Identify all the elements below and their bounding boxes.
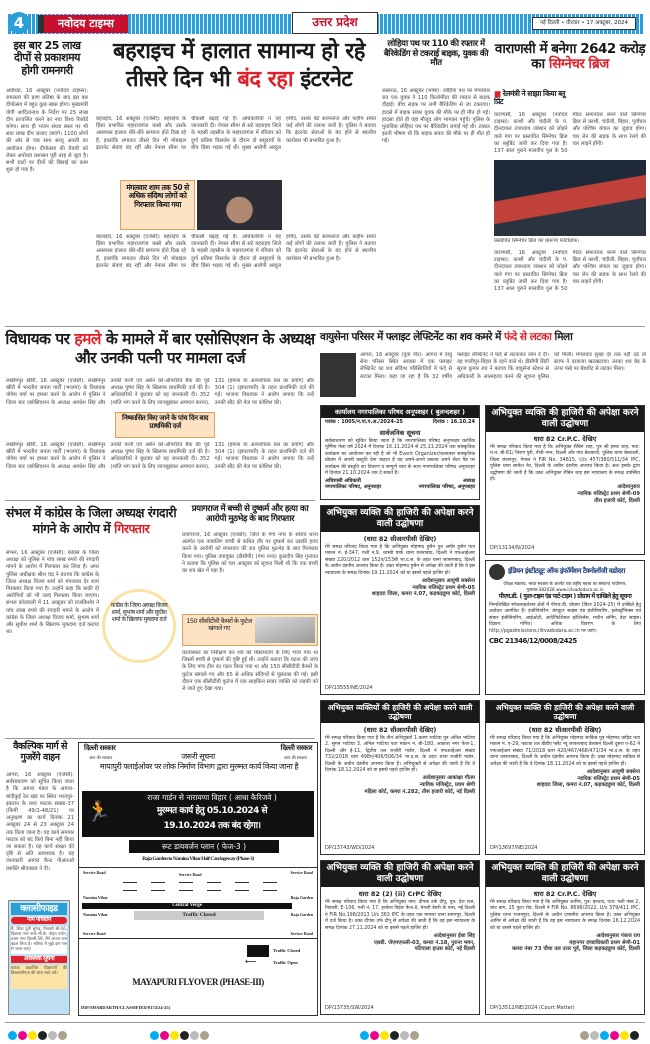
service-road-label: Service Road [290, 931, 313, 936]
proclamation-notice [485, 700, 645, 855]
cctv-box [182, 614, 318, 646]
name-change-text: मैं, शिवा पुत्री सुरेन्द्र, निवासी सी-16, विकास नगर पार्क सी.के. मोहन गार्डन, उत्तम नगर दिल्ली-59, मैंने अपना नाम बदल लिया है। भविष्य में मुझे इस नाम से जाना जाए। [11, 926, 67, 954]
notice-sign: आदेशानुसार आकांक्षा गौतम [422, 775, 475, 782]
municipal-notice-title: कार्यालय नगरपालिका परिषद अनूपशहर ( बुलन्दशहर ) [321, 406, 479, 418]
notice-court: कमरा नंबर 73 चौथा तल उत्तर पूर्व, जिला कड़कड़डूमा कोर्ट, दिल्ली [512, 946, 640, 953]
banner-line1: राजा गार्डन से नारायणा विहार ( आधा कैरिजवे ) [147, 793, 277, 802]
raja-label: Raja Garden [290, 895, 313, 900]
ram-body: अयोध्या, 16 अक्टूबर (नवोदय टाइम्स): रामलला की प्राण प्रतिष्ठा के बाद इस बार दीपोत्सव में बहुत कुछ खास होगा। मुख्यमंत्री योगी आदित्यनाथ के निर्देश पर 25 लाख दीप प्रज्वलित करने का नया विश्व रिकॉर्ड बनेगा। साथ ही भजन संध्या स्थल पर भी सवा लाख दीप जलाए जाएंगे। 1100 लोगों की ओर से एक साथ सरयू आरती का आयोजन होगा। दीपोत्सव की तैयारी को लेकर अयोध्या प्रशासन पूरी तरह से जुटा है। सभी घाटों पर दीयों की बिछाई का काम शुरू हो गया है। [6, 88, 88, 174]
proclamation-notice [485, 405, 645, 555]
ram-headline: इस बार 25 लाख दीपों से प्रकाशमय होगी रामनगरी [13, 39, 81, 77]
page-number: 4 [8, 12, 30, 34]
notice-judge: न्यायिक मजिस्ट्रेट प्रथम श्रेणी-05 [412, 584, 475, 591]
proclamation-notice [485, 860, 645, 1015]
mla-quote-box: निष्कासित किए जाने के पांच दिन बाद प्राथमिकी दर्ज [115, 412, 215, 438]
sambhal-callout: कांग्रेस के जिला अध्यक्ष विजय शर्मा, सुभाष शर्मा और सुधीश शर्मा के खिलाफ मुकदमा दर्ज [105, 592, 173, 660]
notice-ref: DP/13697/NE/2024 [490, 845, 538, 851]
important-notice-label: आवश्यक सूचना [11, 956, 67, 963]
sambhal-body: संभल, 16 अक्टूबर (एजेंसी): कांग्रेस के जिला अध्यक्ष को पुलिस ने पांच लाख रुपये की रंगदारी मांगने के आरोप में गिरफ्तार कर लिया है। अपर पुलिस अधीक्षक श्रीश चंद्र ने बताया कि कांग्रेस के जिला अध्यक्ष विजय शर्मा को मंगलवार देर शाम गिरफ्तार किया गया है। उन्होंने कहा कि बाकी दो आरोपियों को भी जल्द गिरफ्तार किया जाएगा। संभल कोतवाली में 11 अक्टूबर को राजकिशोर ने पांच लाख रुपये की रंगदारी मांगने के आरोप में कांग्रेस के जिला अध्यक्ष विजय शर्मा, सुभाष शर्मा और सुधीश शर्मा के खिलाफ मुकदमा दर्ज कराया था। [6, 550, 99, 636]
notice-court: शाहदरा जिला, कमरा नं.07, कड़कड़डूमा कोर्ट, दिल्ली [371, 591, 475, 598]
banner-line2: मुरम्मत कार्य हेतु 05.10.2024 से [156, 806, 268, 816]
lohia-headline: लोहिया पथ पर 110 की रफ्तार में बैरिकेडिंग से टकराई बाइक, युवक की मौत [383, 39, 489, 69]
municipal-sign2: अध्यक्ष [462, 478, 475, 485]
varanasi-headline-highlight: सिग्नेचर ब्रिज [548, 56, 609, 73]
important-notice-text: पाठक प्रकाशित विज्ञापनों की विश्वसनीयता की जांच स्वयं करें। [11, 965, 67, 989]
cctv-camera-photo [255, 617, 315, 643]
notice-section: (धारा 82 सीआरपीसी देखिए) [528, 726, 602, 734]
delhi-runner-icon: 🏃 [86, 799, 111, 823]
route-diagram [79, 867, 317, 939]
varanasi-body-continued: वाराणसी, 16 अक्टूबर (नवोदय टाइम्स): काशी और चंदौली के पं. दीनदयाल उपाध्याय जंक्शन को जोड़ने वाले गंगा पर प्रस्तावित सिग्नेचर ब्रिज का ब्लूप्रिंट जारी कर दिया गया है। 137 साल पुराने मालवीय पुल के 50 मीटर समानांतर बनने वाले सिग्नेचर ब्रिज से काशी, चंदौली, बिहार, पूर्वांचल और पश्चिम बंगाल का जुड़ाव होगा। चार लेन की सड़क के साथ रेलवे की चार लाइनें होंगी। [494, 250, 646, 293]
notice-court: शाहदरा जिला, कमरा नं.07, कड़कड़डूमा कोर्ट, दिल्ली [536, 782, 640, 789]
main-quote-box: मंगलवार शाम तक 50 से अधिक संदिग्ध लोगों को गिरफ्तार किया गया [120, 180, 195, 230]
varanasi-subhead: ■ रेलमंत्री ने साझा किया ब्लू प्रिंट [494, 89, 565, 107]
raja-label: Raja Garden [290, 912, 313, 917]
service-road-label: Service Road [179, 872, 202, 877]
main-headline-part3: इंटरनेट [300, 67, 352, 92]
iiit-code: CBC 21346/12/0008/2425 [489, 636, 577, 645]
delhi-ad-footer: MAYAPURI FLYOVER (PHASE-III) [132, 977, 264, 987]
delhi-gov-left: दिल्ली सरकार [84, 744, 116, 752]
sambhal-article [6, 550, 176, 698]
notice-title: अभियुक्त व्यक्ति की हाजिरी की अपेक्षा करने वाली उद्घोषणा [486, 861, 644, 887]
main-body: बहराइच, 16 अक्टूबर (एजेंसी): बहराइच के हिंसा प्रभावित महाराजगंज कस्बे और उसके आसपास हालात धीरे-धीरे सामान्य होते दिख रहे हैं, हालांकि लगातार तीसरे दिन भी मोबाइल इंटरनेट सेवाएं बंद रहीं और नेपाल सीमा पर चौकसी बढ़ाई गई है। अधिकारियों ने यह जानकारी दी। नेपाल सीमा से सटे बहराइच जिले के महसी तहसील के महाराजगंज में रविवार को दुर्गा प्रतिमा विसर्जन के दौरान दो समुदायों के बीच हिंसा भड़क गई थी। मुख्य आरोपी अब्दुल हमीद, उसके बेटे सरफराज और फहीम समेत कई लोगों की तलाश जारी है। पुलिस ने बताया कि इंटरनेट सेवाओं के बंद होने से स्थानीय कारोबार भी प्रभावित हुआ है। [96, 116, 376, 151]
mla-headline-highlight: हमले [74, 330, 101, 348]
municipal-sign1: अधिशासी अधिकारी [325, 478, 361, 485]
service-road-label: Service Road [83, 870, 106, 875]
notice-section: धारा 82 Cr.P.C. देखिए [533, 890, 597, 898]
iiit-vadodara-ad [485, 560, 645, 695]
delhi-ad-ref: DIP/SHABDARTH/CLASSIFIED/0174/24-25) [81, 1005, 171, 1010]
notice-sign: आदेशानुसार ईशा सिंह [433, 933, 475, 940]
notice-body: मेरे समक्ष परिवाद किया गया है कि अभियुक्त मोहम्मद हुसैन पुत्र अमीर हुसैन पता मकान नं. ई-347, गली नं.9, शास्त्री पार्क थाना वजराबाद, दिल्ली ने एफआईआर संख्या 220/2012 धारा 152ए/153बी भा.द.स. के तहत थाना जाफराबाद, दिल्ली के अधीन दंडनीय अपराध किया है। उक्त मोहम्मद हुसैन से अपेक्षा की जाती है कि वे इस न्यायालय के समक्ष दिनांक 19.11.2024 को या इससे पहले हाजिर हों। [325, 545, 475, 576]
airforce-body: आगरा, 16 अक्टूबर (युवा नीर): आगरा में वायु सेना परिसर स्थित आवास में एक फ्लाइट लेफ्टिनेंट का शव संदिग्ध परिस्थितियों में फंदे से लटका मिला। कहा जा रहा है कि 32 वर्षीय फ्लाइट लेफ्टिनेंट ने फंदे से लटककर जान दे दी। वह गाजीपुर-बिहार के रहने वाले थे। डीसीपी सिटी सूरज कुमार राय ने बताया कि वायुसेना स्टेशन से अधिकारी के आत्महत्या करने की सूचना पुलिस को मिली। मंगलवार सुबह देर तक नहीं उठे तो स्टाफ ने दरवाजा खटखटाया। उनका शव बेड के ऊपर पंखे पर बेडशीट से लटका मिला। [360, 352, 646, 380]
route-body: आगरा, 16 अक्टूबर (एजेंसी): सर्वसाधारण को सूचित किया जाता है कि आगरा मंडल के आगरा-बांदीकुई रेल खंड पर स्थित भरतपुर-इकरान के मध्य फाटक संख्या-37 (किमी 49/1-48/21) पर अनुरक्षण का कार्य दिनांक 21 अक्टूबर 24 से 23 अक्टूबर 24 तक किया जाना है। यह कार्य समपार फाटक को बंद किये बिना नहीं किया जा सकता है। यह कार्य संरक्षा की दृष्टि से अति आवश्यक है। यह जानकारी आगरा कैन्ट पीआरओ प्रशस्ति श्रीवास्तव ने दी। [6, 772, 74, 872]
proclamation-notice [320, 505, 480, 695]
handcuffs-photo [197, 180, 282, 230]
notice-judge: न्यायिक मजिस्ट्रेट, प्रथम श्रेणी [419, 782, 475, 789]
main-headline-part2: तीसरे दिन भी [125, 67, 231, 92]
notice-body: मेरे समक्ष परिवाद किया गया है कि तीन अभियुक्तों 1.करण भाटिया पुत्र अनिल भाटिया 2. सुमन भाटिया 3. अनिल भाटिया पता मकान नं. बी-180, आकाश नगर फेज-1, दिल्ली और ई-11, द्वितीय तल राजौरी गार्डन, दिल्ली ने एफआईआर संख्या 732/2018 धारा 498ए/406/506/34 भा.द.स. के तहत थाना राजौरी गार्डन, दिल्ली के अधीन दंडनीय अपराध किया है। अभियुक्तों से अपेक्षा की जाती है कि वे दिनांक 18.12.2024 को या इससे पहले हाजिर हों। [325, 736, 475, 774]
municipal-patrank: पत्रांक : 1005/न.पा.प.अ./2024-25 [325, 419, 403, 425]
delhi-ad-banner [82, 791, 314, 837]
delhi-govt-ad [78, 742, 318, 1016]
notice-section: (धारा 82 सीआरपीसी देखिए) [363, 726, 437, 734]
notice-judge: न्यायिक मजिस्ट्रेट प्रथम श्रेणी-09 [577, 491, 640, 498]
main-headline-line1: बहराइच में हालात सामान्य हो रहे [113, 39, 365, 64]
iiit-body: निम्नलिखित स्पेशलाइजेशन क्षेत्रों में पीएच.डी. प्रोग्राम (विंटर 2024-25) में दाखिले हेतु आवेदन आमंत्रित हैं। इंजीनियरिंग: कंप्यूटर साइंस एंड इंजीनियरिंग, इलेक्ट्रॉनिक्स एवं संचार इंजीनियरिंग, आईओटी, आर्टिफिशियल इंटेलिजेंस, मशीन लर्निंग, डेटा साइंस। विज्ञान: गणित। अधिक विवरण के लिए http://pgadmissions.iiitvadodara.ac.in पर जाएं। [489, 602, 641, 634]
mla-body: लखीमपुर खीरी, 16 अक्टूबर (एजेंसी): लखीमपुर खीरी में भारतीय जनता पार्टी (भाजपा) के विधायक योगेश वर्मा पर हमला करने के आरोप में पुलिस ने जिला बार एसोसिएशन के अध्यक्ष अवधेश सिंह और उनकी पत्नी एवं अर्बन को-ऑपरेटिव बैंक की पूर्व अध्यक्ष पुष्पा सिंह के खिलाफ प्राथमिकी दर्ज की है। अधिकारियों ने बुधवार को यह जानकारी दी। 352 (शांति भंग करने के लिए जानबूझकर अपमान करना), 131 (हमला या आपराधिक बल का प्रयोग) और 304 (1) (झपटमारी) के तहत प्राथमिकी दर्ज की गई। भाजपा विधायक ने आरोप लगाया कि उन्हें उनकी सीट की पेज पर कोशिश की। [6, 378, 314, 406]
notice-ref: DP/13134/N/2024 [490, 545, 535, 551]
central-verge: Central Verge [82, 903, 292, 909]
banner-line3: 19.10.2024 तक बंद रहेगा। [163, 821, 261, 831]
notice-title: अभियुक्त व्यक्ति की हाजिरी की अपेक्षा करने वाली उद्घोषणा [486, 701, 644, 723]
legend-closed-label: Traffic Closed [273, 948, 301, 953]
masthead-logo: नवोदय टाइम्स [38, 15, 128, 33]
route-plan-en: Raja Garden to Naraina Vihar Half Carriageway (Phase-3) [142, 856, 254, 862]
notice-body: मेरे समक्ष परिवाद किया गया है कि अभियुक्त मोहम्मद साकिब पुत्र मोहम्मद वाहिद पता मकान नं. ए-29, फाटक तल डीडीए फ्लैट न्यू जाफराबाद वेलकम दिल्ली दूसरा ए-62 ने एफआईआर संख्या 71/2018 धारा 420/467/468/471/34 भा.द.स. के तहत थाना जाफराबाद, दिल्ली के अधीन दंडनीय अपराध किया है। उक्त मोहम्मद साकिब से अपेक्षा की जाती है कि वे दिनांक 18.11.2024 को या इससे पहले हाजिर हों। [490, 736, 640, 767]
varanasi-headline-text: वाराणसी में बनेगा 2642 करोड़ का [494, 41, 646, 73]
notice-ref: DP/13512/NE/2024 (Court Matter) [490, 1005, 575, 1011]
traffic-closed-lane: Traffic Closed [134, 911, 264, 920]
proclamation-notice [320, 860, 480, 1015]
notice-sign: आदेशानुसार आयुषी सक्सेना [586, 769, 640, 776]
iiit-logo-icon [489, 564, 505, 580]
service-road-label: Service Road [83, 931, 106, 936]
sambhal-headline-text: संभल में कांग्रेस के जिला अध्यक्ष रंगदारी मांगने के आरोप में [5, 505, 177, 536]
delhi-ad-title: जरूरी सूचना [181, 752, 215, 761]
section-label: उत्तर प्रदेश [292, 12, 378, 34]
main-headline-highlight: बंद रहा [237, 67, 294, 92]
delhi-gov-right: दिल्ली सरकार [280, 744, 312, 752]
notice-judge: एलडी. जेएमएफसी-03, कमरा नं.18, पुराना भवन, [374, 939, 475, 946]
iiit-sub: (शिक्षा मंत्रालय, भारत सरकार के अंतर्गत एक राष्ट्रीय महत्त्व का संस्थान) गांधीनगर, गुजरात-382028 www.iiitvadodara.ac.in [503, 581, 627, 592]
lohia-body: लखनऊ, 16 अक्टूबर (भाषा): लोहिया पथ पर मंगलवार रात एक युवक ने 110 किलोमीटर की रफ्तार से बाइक दौड़ाई। बीच सड़क पर लगी बैरिकेडिंग से जा टकराया। हादसे में बाइक सवार युवक की मौके पर ही मौत हो गई। हादसा होते ही वहां मौजूद लोग भागकर पहुंचे। पुलिस के मुताबिक लोहिया पथ पर बैरिकेडिंग लगाई गई थी। टक्कर इतनी भीषण थी कि बाइक सवार की मौके पर ही मौत हो गई। [382, 88, 490, 145]
mla-headline [5, 330, 315, 368]
airforce-headline [320, 332, 646, 344]
notice-body: मेरे समक्ष परिवाद किया गया है कि अभियुक्त रौबिन शाह, पुत्र श्री हरक शाह, पता: म.नं. बी-81/ विराग पुरी, नीती नगर, दिल्ली और गांव बेलवाली, पुलिस थाना बेलवाली, जिला कंचनपुर, नेपाल ने FIR No. 34815, U/s 457/380/511/34 IPC, पुलिस थाना साकेत नेट, दिल्ली के अधीन दंडनीय अपराध किया है। अतः इसके द्वारा उद्घोषणा की जाती है कि उक्त अभियुक्त रौबिन शाह इस न्यायालय के समक्ष उपस्थित हो। [490, 445, 640, 483]
proclamation-notice [320, 700, 480, 855]
municipal-heading: सार्वजनिक सूचना [379, 429, 421, 437]
notice-court: तीस हजारी कोर्ट, दिल्ली [594, 497, 640, 504]
municipal-sign1b: नगरपालिका परिषद, अनूपशहर [325, 484, 382, 491]
color-registration-marks [580, 1025, 640, 1044]
notice-section: धारा 82 (2) (ii) CrPC देखिए [358, 890, 442, 898]
service-road-label: Service Road [290, 870, 313, 875]
airforce-headline-part2: मिला [554, 331, 573, 343]
mla-headline-part1: विधायक पर [5, 330, 70, 348]
municipal-date: दिनांक : 16.10.24 [432, 419, 475, 425]
varanasi-headline [494, 42, 646, 72]
noose-photo [320, 353, 356, 397]
notice-ref: DP/13735/SW/2024 [325, 1005, 374, 1011]
notice-section: धारा 82 Cr.P.C. देखिए [533, 435, 597, 443]
main-body-continued: बहराइच, 16 अक्टूबर (एजेंसी): बहराइच के हिंसा प्रभावित महाराजगंज कस्बे और उसके आसपास हालात धीरे-धीरे सामान्य होते दिख रहे हैं, हालांकि लगातार तीसरे दिन भी मोबाइल इंटरनेट सेवाएं बंद रहीं और नेपाल सीमा पर चौकसी बढ़ाई गई है। अधिकारियों ने यह जानकारी दी। नेपाल सीमा से सटे बहराइच जिले के महसी तहसील के महाराजगंज में रविवार को दुर्गा प्रतिमा विसर्जन के दौरान दो समुदायों के बीच हिंसा भड़क गई थी। मुख्य आरोपी अब्दुल हमीद, उसके बेटे सरफराज और फहीम समेत कई लोगों की तलाश जारी है। पुलिस ने बताया कि इंटरनेट सेवाओं के बंद होने से स्थानीय कारोबार भी प्रभावित हुआ है। [96, 234, 376, 269]
iiit-title: इंडियन इंस्टीट्यूट ऑफ इंफॉर्मेशन टैक्नोलॉजी वडोदरा [508, 567, 625, 576]
delhi-tagline-left: आप की सरकार [89, 755, 113, 760]
municipal-notice [320, 405, 480, 500]
notice-body: मेरे समक्ष परिवाद किया गया है कि अभियुक्त आमिर, पुत्र: इरशाद, पता: गली नंबर 2, चांद बाग, 25 फुटा रोड, दिल्ली ने FIR No. 8696/2022, U/s 379/411 IPC, पुलिस थाना भजनपुरा, दिल्ली के अधीन दण्डनीय अपराध किया है। उक्त अभियुक्त आमिर से अपेक्षा की जाती है कि वह इस न्यायालय के समक्ष दिनांक 16.12.2024 को या उससे पहले हाजिर हो। [490, 900, 640, 931]
notice-title: अभियुक्त व्यक्ति की हाजिरी की अपेक्षा करने वाली उद्घोषणा [321, 506, 479, 532]
prayagraj-headline: प्रयागराज में बच्ची से दुष्कर्म और हत्या का आरोपी मुठभेड़ के बाद गिरफ्तार [191, 504, 309, 524]
delhi-ad-line1: मायापुरी फ्लाईओवर पर लोक निर्माण विभाग द्वारा मुरम्मत कार्य किया जाना है [99, 762, 299, 771]
sambhal-headline-highlight: गिरफ्तार [114, 521, 150, 536]
color-registration-marks [360, 1025, 420, 1044]
notice-title: अभियुक्त व्यक्ति की हाजिरी की अपेक्षा करने वाली उद्घोषणा [321, 861, 479, 887]
varanasi-body: वाराणसी, 16 अक्टूबर (नवोदय टाइम्स): काशी और चंदौली के पं. दीनदयाल उपाध्याय जंक्शन को जोड़ने वाले गंगा पर प्रस्तावित सिग्नेचर ब्रिज का ब्लूप्रिंट जारी कर दिया गया है। 137 साल पुराने मालवीय पुल के 50 मीटर समानांतर बनने वाले सिग्नेचर ब्रिज से काशी, चंदौली, बिहार, पूर्वांचल और पश्चिम बंगाल का जुड़ाव होगा। चार लेन की सड़क के साथ रेलवे की चार लाइनें होंगी। [494, 112, 646, 155]
notice-title: अभियुक्त व्यक्तियों की हाजिरी की अपेक्षा करने वाली उद्घोषणा [321, 701, 479, 723]
notice-court: महिला कोर्ट, कमरा नं.282, तीस हजारी कोर्ट, नई दिल्ली [364, 788, 475, 795]
iiit-heading: पीएच.डी. ( फुल-टाइम एंड पार्ट-टाइम ) प्रोग्राम में दाखिले हेतु सूचना [498, 593, 632, 600]
legend-open-arrow-icon: ⟵ [245, 957, 257, 966]
varanasi-subhead-text: रेलमंत्री ने साझा किया ब्लू प्रिंट [494, 89, 565, 107]
signature-bridge-photo [494, 160, 646, 236]
cctv-text: 150 सीसीटीवी कैमरों के फुटेज खंगाले गए [186, 617, 252, 633]
notice-sign: आदेशानुसार [617, 484, 640, 491]
route-headline: वैकल्पिक मार्ग से गुजरेंगे वाहन [13, 741, 67, 763]
notice-sign: आदेशानुसार आयुषी सक्सेना [421, 578, 475, 585]
dateline: नई दिल्ली • वीरवार • 17 अक्टूबर, 2024 [532, 17, 636, 30]
classified-title: क्लासीफाइड [11, 903, 67, 915]
notice-sign: आदेशानुसार पंकज राय [596, 933, 640, 940]
notice-judge: महानगर दण्डाधिकारी प्रथम श्रेणी-01 [569, 939, 640, 946]
mla-body-continued: लखीमपुर खीरी, 16 अक्टूबर (एजेंसी): लखीमपुर खीरी में भारतीय जनता पार्टी (भाजपा) के विधायक योगेश वर्मा पर हमला करने के आरोप में पुलिस ने जिला बार एसोसिएशन के अध्यक्ष अवधेश सिंह और उनकी पत्नी एवं अर्बन को-ऑपरेटिव बैंक की पूर्व अध्यक्ष पुष्पा सिंह के खिलाफ प्राथमिकी दर्ज की है। अधिकारियों ने बुधवार को यह जानकारी दी। 352 (शांति भंग करने के लिए जानबूझकर अपमान करना), 131 (हमला या आपराधिक बल का प्रयोग) और 304 (1) (झपटमारी) के तहत प्राथमिकी दर्ज की गई। भाजपा विधायक ने आरोप लगाया कि उन्हें उनकी सीट की पेज पर कोशिश की। [6, 442, 314, 470]
legend-open-label: Traffic Open [273, 960, 298, 965]
notice-section: (धारा 82 सीआरपीसी देखिए) [363, 535, 437, 543]
notice-judge: न्यायिक मजिस्ट्रेट प्रथम श्रेणी-05 [577, 775, 640, 782]
classified-box [8, 900, 70, 1015]
varanasi-photo-caption: प्रस्तावित सिग्नेचर ब्रिज का प्रारूप्य फोटोग्राफ। [494, 238, 580, 244]
notice-court: पटियाला हाउस कोर्ट, नई दिल्ली [414, 946, 475, 953]
prayagraj-body-continued: घटनास्थल का निरीक्षण कर शव को पोस्टमार्टम के लिए भेजा गया था जिसमें बच्ची से दुष्कर्म की पुष्टि हुई थी। उन्होंने बताया कि घटना की जांच के लिए पांच टीम का गठन किया गया था और 150 सीसीटीवी कैमरों के फुटेज खंगाले गए और 65 से अधिक संदिग्धों से पूछताछ की गई। इसी दौरान एक सीसीटीवी फुटेज में एक साइकिल सवार व्यक्ति को लड़की को ले जाते हुए देखा गया। [182, 650, 318, 693]
color-registration-marks [150, 1025, 210, 1044]
notice-ref: DP/13555/NE/2024 [325, 685, 373, 691]
legend-closed-swatch [247, 945, 269, 957]
naraina-label: Naraina Vihar [83, 912, 108, 917]
notice-ref: DP/13743/WD/2024 [325, 845, 375, 851]
mla-headline-part2: के मामले में बार एसोसिएशन के अध्यक्ष और उनकी पत्नी पर मामला दर्ज [74, 330, 315, 367]
delhi-tagline-right: आप की सरकार [283, 755, 307, 760]
municipal-body: सर्वसाधारण को सूचित किया जाता है कि नगरपालिका परिषद अनूपशहर कार्तिक पूर्णिमा मेला वर्ष 2024 में दिनांक 16.11.2024 से 25.11.2024 तक सांस्कृतिक कार्यक्रम का आयोजन कर रही है जो भी Event Organizer/कलाकार सांस्कृतिक प्रोग्राम में अपनी प्रस्तुति देना चाहता है वह अपने-अपने प्रस्ताव अपने लैटर पैड पर कार्यक्रम की प्रस्तुति का विवरण व सम्पूर्ण व्यय के साथ नगरपालिका परिषद अनूपशहर में दिनांक 21.10.2024 तक दे सकते हैं। [325, 439, 475, 477]
sambhal-headline [5, 505, 177, 537]
airforce-headline-highlight: फंदे से लटका [504, 331, 552, 343]
notice-title: अभियुक्त व्यक्ति की हाजिरी की अपेक्षा करने वाली उद्घोषणा [486, 406, 644, 432]
main-headline [94, 38, 384, 94]
naraina-label: Naraina Vihar [83, 895, 108, 900]
airforce-headline-part1: वायुसेना परिसर में फ्लाइट लेफ्टिनेंट का शव कमरे में [320, 331, 501, 343]
color-registration-marks [8, 1025, 68, 1044]
prayagraj-body: प्रयागराज, 16 अक्टूबर (एजेंसी): जिले के गंगा नगर के सोरांव थाना अंतर्गत एक नाबालिग बच्ची से कथित तौर पर दुष्कर्म कर उसकी हत्या करने के आरोपी को मंगलवार की रात पुलिस मुठभेड़ के बाद गिरफ्तार किया गया। पुलिस उपायुक्त (डीसीपी) (गंगा नगर) कुलदीप सिंह गुनावत ने बताया कि पुलिस को चार अक्टूबर को सूचना मिली थी कि एक बच्ची का शव खेत में पड़ा है। [182, 532, 318, 575]
route-plan-label: रूट डायवर्जन प्लान ( फेज-3 ) [129, 840, 279, 853]
notice-body: मेरे समक्ष परिवाद किया गया है कि अभियुक्त नाम: दीपक उर्फ दीपू, पुत्र: देश राज, निवासी: E-106, गली नं. 17, हरकेश विहार फेज-II, मंगली डेयरी के पास, नई दिल्ली ने FIR No.198/2013 U/s 363 IPC के तहत एक मामला थाना सागरपुर, दिल्ली में दर्ज किया है। उक्त दीपक उर्फ दीपू से अपेक्षा की जाती है कि वह इस न्यायालय के समक्ष दिनांक 27.11.2024 को या इससे पहले हाजिर हो। [325, 900, 475, 931]
name-change-label: नाम परिवर्तन [11, 917, 67, 924]
municipal-sign2b: नगरपालिका परिषद, अनूपशहर [418, 484, 475, 491]
